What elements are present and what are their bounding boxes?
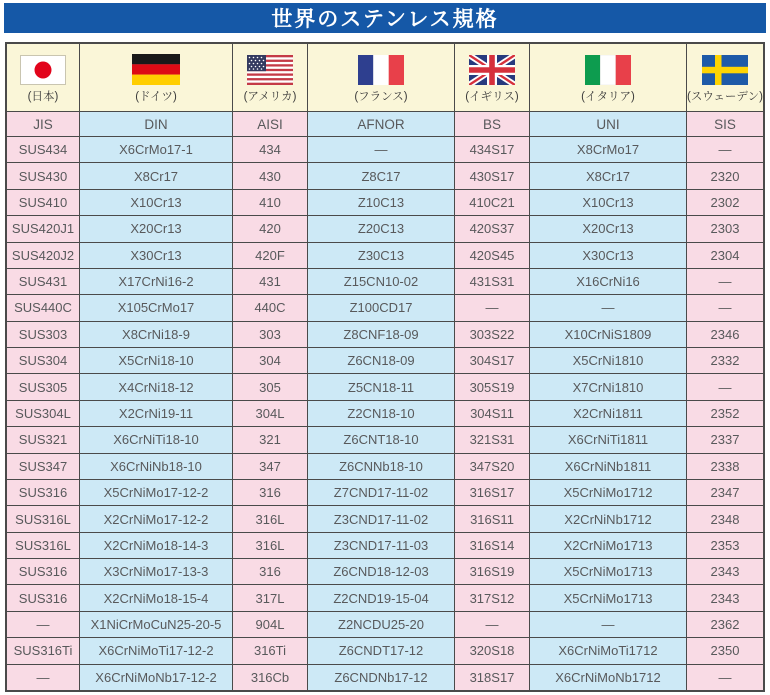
table-cell-r9-sis: 2332 [687, 348, 763, 373]
table-cell-r4-bs: 420S37 [455, 216, 529, 241]
table-cell-r4-sis: 2303 [687, 216, 763, 241]
table-cell-r11-afnor: Z2CN18-10 [308, 401, 454, 426]
table-cell-r15-din: X2CrNiMo17-12-2 [80, 506, 232, 531]
table-cell-r16-din: X2CrNiMo18-14-3 [80, 533, 232, 558]
table-cell-r18-jis: SUS316 [7, 585, 79, 610]
table-cell-r20-bs: 320S18 [455, 638, 529, 663]
table-cell-r8-uni: X10CrNiS1809 [530, 322, 686, 347]
table-cell-r21-uni: X6CrNiMoNb1712 [530, 665, 686, 690]
table-cell-r12-din: X6CrNiTi18-10 [80, 427, 232, 452]
table-cell-r2-bs: 430S17 [455, 163, 529, 188]
table-cell-r2-jis: SUS430 [7, 163, 79, 188]
table-cell-r15-bs: 316S11 [455, 506, 529, 531]
table-cell-r17-bs: 316S19 [455, 559, 529, 584]
table-cell-r11-bs: 304S11 [455, 401, 529, 426]
table-cell-r5-sis: 2304 [687, 243, 763, 268]
table-cell-r3-uni: X10Cr13 [530, 190, 686, 215]
table-cell-r20-sis: 2350 [687, 638, 763, 663]
table-cell-r11-din: X2CrNi19-11 [80, 401, 232, 426]
table-cell-r2-sis: 2320 [687, 163, 763, 188]
table-cell-r21-bs: 318S17 [455, 665, 529, 690]
table-cell-r14-jis: SUS316 [7, 480, 79, 505]
standard-header-din: DIN [80, 112, 232, 136]
table-cell-r15-uni: X2CrNiNb1712 [530, 506, 686, 531]
table-cell-r4-aisi: 420 [233, 216, 307, 241]
table-cell-r9-uni: X5CrNi1810 [530, 348, 686, 373]
table-cell-r10-bs: 305S19 [455, 374, 529, 399]
table-cell-r3-aisi: 410 [233, 190, 307, 215]
table-cell-r6-bs: 431S31 [455, 269, 529, 294]
table-cell-r6-sis: ― [687, 269, 763, 294]
country-header-uk [455, 44, 529, 111]
table-cell-r8-din: X8CrNi18-9 [80, 322, 232, 347]
standard-header-afnor: AFNOR [308, 112, 454, 136]
table-cell-r7-sis: ― [687, 295, 763, 320]
country-header-france [308, 44, 454, 111]
table-cell-r10-sis: ― [687, 374, 763, 399]
country-label-germany: (ドイツ) [135, 91, 177, 103]
table-cell-r8-aisi: 303 [233, 322, 307, 347]
germany-flag-icon [132, 54, 180, 85]
table-cell-r2-afnor: Z8C17 [308, 163, 454, 188]
table-cell-r9-din: X5CrNi18-10 [80, 348, 232, 373]
table-cell-r3-sis: 2302 [687, 190, 763, 215]
table-cell-r9-afnor: Z6CN18-09 [308, 348, 454, 373]
table-cell-r14-afnor: Z7CND17-11-02 [308, 480, 454, 505]
country-label-japan: (日本) [27, 90, 59, 103]
table-cell-r13-bs: 347S20 [455, 454, 529, 479]
table-cell-r21-aisi: 316Cb [233, 665, 307, 690]
table-cell-r18-bs: 317S12 [455, 585, 529, 610]
table-cell-r3-din: X10Cr13 [80, 190, 232, 215]
table-cell-r8-bs: 303S22 [455, 322, 529, 347]
table-cell-r19-afnor: Z2NCDU25-20 [308, 612, 454, 637]
table-cell-r6-jis: SUS431 [7, 269, 79, 294]
country-header-usa [233, 44, 307, 111]
table-cell-r16-sis: 2353 [687, 533, 763, 558]
table-cell-r18-din: X2CrNiMo18-15-4 [80, 585, 232, 610]
table-cell-r1-aisi: 434 [233, 137, 307, 162]
table-cell-r10-uni: X7CrNi1810 [530, 374, 686, 399]
japan-flag-icon [20, 55, 66, 85]
table-cell-r21-din: X6CrNiMoNb17-12-2 [80, 665, 232, 690]
usa-flag-icon [247, 55, 293, 85]
standard-header-bs: BS [455, 112, 529, 136]
table-cell-r2-uni: X8Cr17 [530, 163, 686, 188]
table-cell-r4-uni: X20Cr13 [530, 216, 686, 241]
table-cell-r12-bs: 321S31 [455, 427, 529, 452]
table-cell-r14-aisi: 316 [233, 480, 307, 505]
country-label-france: (フランス) [354, 90, 408, 103]
table-cell-r21-sis: ― [687, 665, 763, 690]
table-cell-r4-jis: SUS420J1 [7, 216, 79, 241]
table-cell-r16-uni: X2CrNiMo1713 [530, 533, 686, 558]
table-cell-r13-uni: X6CrNiNb1811 [530, 454, 686, 479]
table-cell-r16-afnor: Z3CND17-11-03 [308, 533, 454, 558]
standard-header-sis: SIS [687, 112, 763, 136]
table-cell-r7-bs: ― [455, 295, 529, 320]
table-cell-r1-sis: ― [687, 137, 763, 162]
table-cell-r9-aisi: 304 [233, 348, 307, 373]
table-cell-r19-uni: ― [530, 612, 686, 637]
table-cell-r8-jis: SUS303 [7, 322, 79, 347]
table-cell-r1-afnor: ― [308, 137, 454, 162]
table-cell-r17-din: X3CrNiMo17-13-3 [80, 559, 232, 584]
table-cell-r4-din: X20Cr13 [80, 216, 232, 241]
table-cell-r12-sis: 2337 [687, 427, 763, 452]
table-cell-r13-afnor: Z6CNNb18-10 [308, 454, 454, 479]
table-cell-r17-sis: 2343 [687, 559, 763, 584]
table-cell-r21-afnor: Z6CNDNb17-12 [308, 665, 454, 690]
stainless-standards-table [5, 42, 765, 692]
table-cell-r7-uni: ― [530, 295, 686, 320]
table-cell-r12-jis: SUS321 [7, 427, 79, 452]
table-cell-r6-din: X17CrNi16-2 [80, 269, 232, 294]
country-header-italy [530, 44, 686, 111]
table-cell-r5-afnor: Z30C13 [308, 243, 454, 268]
table-cell-r12-uni: X6CrNiTi1811 [530, 427, 686, 452]
italy-flag-icon [585, 55, 631, 85]
country-header-germany [80, 44, 232, 111]
table-cell-r3-afnor: Z10C13 [308, 190, 454, 215]
table-cell-r16-jis: SUS316L [7, 533, 79, 558]
table-cell-r15-jis: SUS316L [7, 506, 79, 531]
sweden-flag-icon [702, 55, 748, 85]
table-cell-r20-uni: X6CrNiMoTi1712 [530, 638, 686, 663]
table-cell-r17-jis: SUS316 [7, 559, 79, 584]
france-flag-icon [358, 55, 404, 85]
table-cell-r10-jis: SUS305 [7, 374, 79, 399]
table-cell-r5-bs: 420S45 [455, 243, 529, 268]
table-cell-r1-bs: 434S17 [455, 137, 529, 162]
table-cell-r20-afnor: Z6CNDT17-12 [308, 638, 454, 663]
table-cell-r6-aisi: 431 [233, 269, 307, 294]
table-cell-r18-sis: 2343 [687, 585, 763, 610]
uk-flag-icon [469, 55, 515, 85]
table-cell-r11-aisi: 304L [233, 401, 307, 426]
table-cell-r14-bs: 316S17 [455, 480, 529, 505]
country-label-italy: (イタリア) [581, 90, 635, 103]
table-cell-r4-afnor: Z20C13 [308, 216, 454, 241]
table-cell-r11-uni: X2CrNi1811 [530, 401, 686, 426]
table-cell-r7-jis: SUS440C [7, 295, 79, 320]
table-cell-r12-afnor: Z6CNT18-10 [308, 427, 454, 452]
table-cell-r11-sis: 2352 [687, 401, 763, 426]
table-cell-r19-aisi: 904L [233, 612, 307, 637]
table-cell-r1-din: X6CrMo17-1 [80, 137, 232, 162]
table-cell-r3-bs: 410C21 [455, 190, 529, 215]
table-cell-r19-sis: 2362 [687, 612, 763, 637]
table-cell-r8-sis: 2346 [687, 322, 763, 347]
table-cell-r12-aisi: 321 [233, 427, 307, 452]
table-cell-r16-bs: 316S14 [455, 533, 529, 558]
standard-header-jis: JIS [7, 112, 79, 136]
table-cell-r16-aisi: 316L [233, 533, 307, 558]
table-cell-r7-aisi: 440C [233, 295, 307, 320]
table-cell-r21-jis: ― [7, 665, 79, 690]
table-cell-r19-bs: ― [455, 612, 529, 637]
table-cell-r17-afnor: Z6CND18-12-03 [308, 559, 454, 584]
standard-header-uni: UNI [530, 112, 686, 136]
table-cell-r17-uni: X5CrNiMo1713 [530, 559, 686, 584]
table-cell-r15-sis: 2348 [687, 506, 763, 531]
table-cell-r13-jis: SUS347 [7, 454, 79, 479]
table-cell-r5-din: X30Cr13 [80, 243, 232, 268]
table-cell-r14-uni: X5CrNiMo1712 [530, 480, 686, 505]
country-label-usa: (アメリカ) [243, 90, 297, 103]
table-cell-r7-afnor: Z100CD17 [308, 295, 454, 320]
table-cell-r19-din: X1NiCrMoCuN25-20-5 [80, 612, 232, 637]
country-header-japan [7, 44, 79, 111]
table-cell-r9-jis: SUS304 [7, 348, 79, 373]
table-cell-r8-afnor: Z8CNF18-09 [308, 322, 454, 347]
table-cell-r18-aisi: 317L [233, 585, 307, 610]
table-cell-r20-aisi: 316Ti [233, 638, 307, 663]
standard-header-aisi: AISI [233, 112, 307, 136]
country-label-uk: (イギリス) [465, 90, 519, 103]
table-cell-r14-sis: 2347 [687, 480, 763, 505]
table-cell-r10-aisi: 305 [233, 374, 307, 399]
table-cell-r20-din: X6CrNiMoTi17-12-2 [80, 638, 232, 663]
table-cell-r13-aisi: 347 [233, 454, 307, 479]
table-cell-r11-jis: SUS304L [7, 401, 79, 426]
table-cell-r14-din: X5CrNiMo17-12-2 [80, 480, 232, 505]
table-cell-r5-jis: SUS420J2 [7, 243, 79, 268]
country-header-sweden [687, 44, 763, 111]
table-cell-r5-aisi: 420F [233, 243, 307, 268]
table-cell-r7-din: X105CrMo17 [80, 295, 232, 320]
table-cell-r18-afnor: Z2CND19-15-04 [308, 585, 454, 610]
table-cell-r1-uni: X8CrMo17 [530, 137, 686, 162]
table-cell-r5-uni: X30Cr13 [530, 243, 686, 268]
table-cell-r6-uni: X16CrNi16 [530, 269, 686, 294]
table-cell-r13-din: X6CrNiNb18-10 [80, 454, 232, 479]
table-cell-r10-afnor: Z5CN18-11 [308, 374, 454, 399]
table-cell-r20-jis: SUS316Ti [7, 638, 79, 663]
table-cell-r19-jis: ― [7, 612, 79, 637]
table-cell-r15-afnor: Z3CND17-11-02 [308, 506, 454, 531]
table-cell-r1-jis: SUS434 [7, 137, 79, 162]
table-cell-r6-afnor: Z15CN10-02 [308, 269, 454, 294]
country-label-sweden: (スウェーデン) [687, 90, 763, 103]
title-banner [4, 3, 766, 33]
table-cell-r2-din: X8Cr17 [80, 163, 232, 188]
table-cell-r17-aisi: 316 [233, 559, 307, 584]
page-title: 世界のステンレス規格 [271, 8, 499, 31]
table-cell-r13-sis: 2338 [687, 454, 763, 479]
table-cell-r10-din: X4CrNi18-12 [80, 374, 232, 399]
table-cell-r9-bs: 304S17 [455, 348, 529, 373]
table-cell-r3-jis: SUS410 [7, 190, 79, 215]
table-cell-r2-aisi: 430 [233, 163, 307, 188]
table-cell-r15-aisi: 316L [233, 506, 307, 531]
table-cell-r18-uni: X5CrNiMo1713 [530, 585, 686, 610]
